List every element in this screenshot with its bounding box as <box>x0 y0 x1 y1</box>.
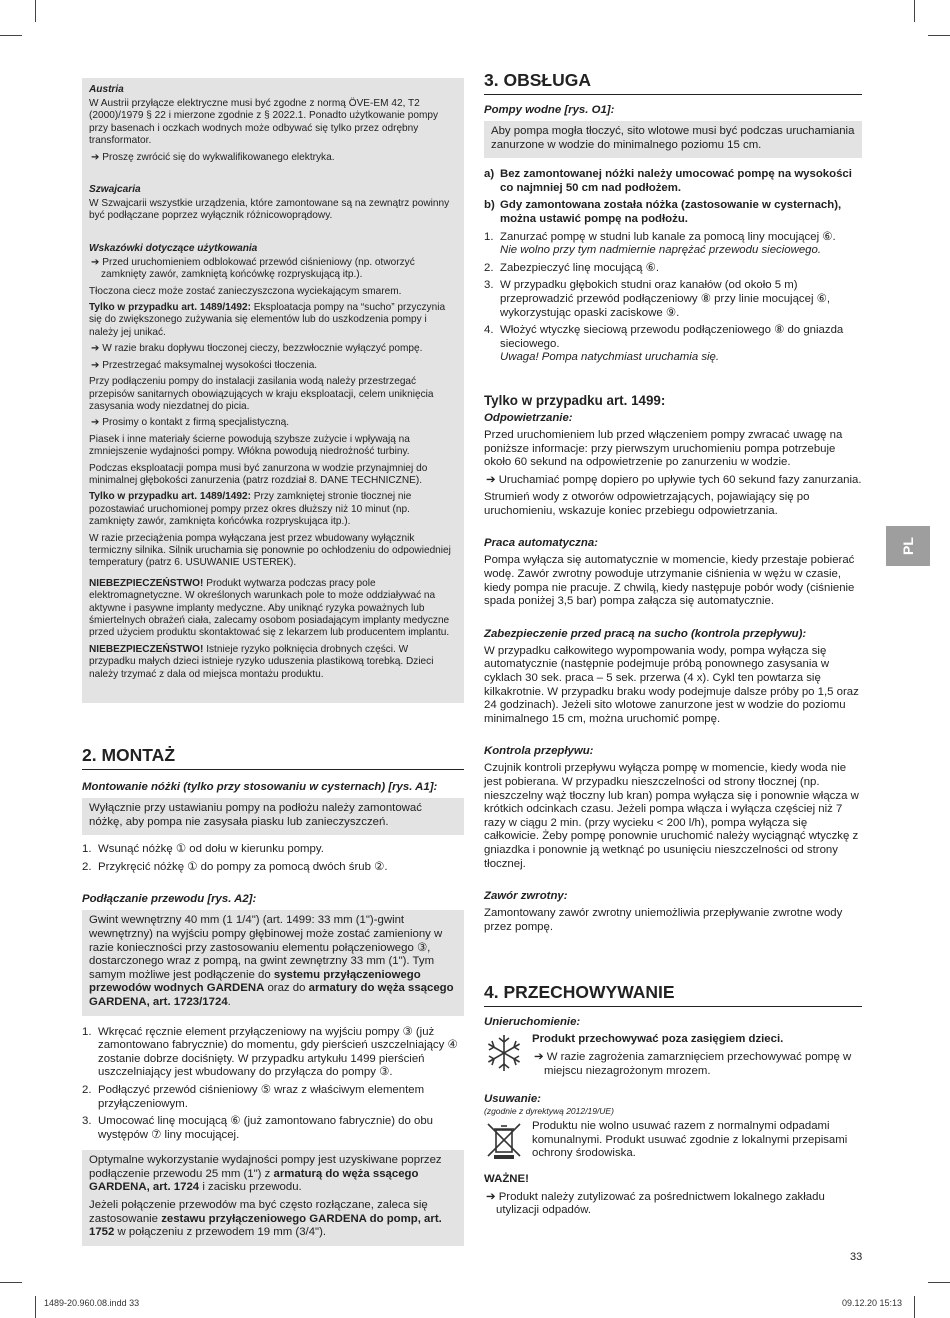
subsection-title: Odpowietrzanie: <box>484 411 573 424</box>
directive-note: (zgodnie z dyrektywą 2012/19/UE) <box>484 1106 614 1117</box>
usage-heading: Wskazówki dotyczące użytkowania <box>89 242 258 254</box>
body-note: ➔ Uruchamiać pompę dopiero po upływie tych 60 sekund fazy zanurzania. <box>486 473 862 486</box>
info-text: Jeżeli połączenie przewodów ma być często rozłączane, zaleca się zastosowanie zestawu przyłączeniowego GARDENA do pomp, art. 1752 w połączeniu z przewodem 19 mm (3/4"). <box>89 1199 442 1239</box>
body-text: Czujnik kontroli przepływu wyłącza pompę w momencie, kiedy woda nie jest pobierana. W przypadku nieszczelności od strony tłocznej (np. nieszczelny wąż tłoczny lub kran) pompa wyłącza się i ponownie włącza w krótkich odcinkach czasu. Jeżeli pompa włącza i wyłącza częściej niż 7 razy w ciągu 2 min. (przy wycieku < 200 l/h), pompa wyłącza się całkowicie. Żeby pompę ponownie uruchomić należy wyciągnąć wtyczkę z gniazdka i ponownie ją wetknąć po usunięciu nieszczelności od strony tłocznej. <box>484 762 859 870</box>
austria-note: ➔ Proszę zwrócić się do wykwalifikowanego elektryka. <box>91 151 335 163</box>
disposal-text: Produktu nie wolno usuwać razem z normalnymi odpadami komunalnymi. Produkt usuwać zgodnie z lokalnymi przepisami ochrony środowiska. <box>532 1120 848 1160</box>
crossed-bin-icon <box>484 1120 524 1160</box>
right-column <box>484 70 862 1222</box>
info-text: Optymalne wykorzystanie wydajności pompy jest uzyskiwane poprzez podłączenie przewodu 25 mm (1") z armaturą do węża ssącego GARDENA, art. 1724 i zacisku przewodu. <box>89 1154 442 1194</box>
section-title-montaz: 2. MONTAŻ <box>82 745 464 770</box>
subsection-title: Zabezpieczenie przed pracą na sucho (kontrola przepływu): <box>484 627 807 640</box>
usage-text: Przy podłączeniu pompy do instalacji zasilania wodą należy przestrzegać przepisów sanitarnych obowiązujących w kraju eksploatacji, celem uniknięcia zasysania wody niezdatnej do picia. <box>89 376 434 412</box>
body-text: Pompa wyłącza się automatycznie w momencie, kiedy przestaje pobierać wodę. Zawór zwrotny powoduje utrzymanie ciśnienia w wężu w czasie, kiedy pompa nie pracuje. Z chwilą, kiedy następuje pobór wody (ciśnienie spada poniżej 3,5 bar) pompa załącza się automatycznie. <box>484 554 855 608</box>
body-text: W przypadku całkowitego wypompowania wody, pompa wyłącza się automatycznie (następnie podejmuje próbą ponownego zasysania w cyklach 30 sek. praca – 5 sek. przerwa (4 x). Cykl ten powtarza się kilkakrotnie. W przypadku braku wody podejmuje dalsze próby po 1,5 oraz 24 godzinach). Jeżeli sito wlotowe zanurzone jest w wodzie do poziomu minimalnego 15 cm, można uruchomić pompę. <box>484 644 859 725</box>
list-item: 2. Przykręcić nóżkę ① do pompy za pomocą dwóch śrub ②. <box>82 860 388 873</box>
disposal-block <box>484 1120 862 1165</box>
subsection-title: Usuwanie: <box>484 1093 541 1106</box>
body-text: Zamontowany zawór zwrotny uniemożliwia przepływanie zwrotne wody przez pompę. <box>484 907 843 933</box>
crop-mark <box>0 35 22 36</box>
usage-text: Tylko w przypadku art. 1489/1492: Eksploatacja pompy na “sucho” przyczynia się do zwiększonego zużywania się elementów lub do uszkodzenia pompy i należy jej unikać. <box>89 302 446 338</box>
danger-text: NIEBEZPIECZEŃSTWO! Produkt wytwarza podczas pracy pole elektromagnetyczne. W określonych warunkach pole to może oddziaływać na aktywne i pasywne implanty medyczne. Aby uniknąć ryzyka poważnych lub śmiertelnych obrażeń ciała, zalecamy osobom posiadającym implanty medyczne przed użyciem produktu skontaktować się z lekarzem lub producentem implantu. <box>89 577 450 639</box>
important-note: ➔ Produkt należy zutylizować za pośrednictwem lokalnego zakładu utylizacji odpadów. <box>486 1190 825 1217</box>
crop-mark <box>914 0 915 22</box>
info-text: Wyłącznie przy ustawianiu pompy na podłożu należy zamontować nóżkę, aby pompa nie zasysała piasku lub zanieczyszczeń. <box>89 802 422 828</box>
subsection-title: Pompy wodne [rys. O1]: <box>484 104 615 116</box>
list-item: 1. Wkręcać ręcznie element przyłączeniowy na wyjściu pompy ③ (już zamontowano fabrycznie) do momentu, gdy pierścień uszczelniający ④ zostanie dobrze dociśnięty. W przypadku artykułu 1499 pierścień uszczelniający jest wbudowany do przyłącza do pompy ③. <box>82 1025 458 1079</box>
danger-text: NIEBEZPIECZEŃSTWO! Istnieje ryzyko połknięcia drobnych części. W przypadku małych dzieci istnieje ryzyko uduszenia plastikową torebką. Dzieci należy trzymać z dala od miejsca montażu produktu. <box>89 643 434 680</box>
section-title-storage: 4. PRZECHOWYWANIE <box>484 982 862 1007</box>
austria-heading: Austria <box>89 84 124 95</box>
body-text: Strumień wody z otworów odpowietrzających, pojawiający się po uruchomieniu, wskazuje koniec przebiegu odpowietrzania. <box>484 491 810 517</box>
safety-notes-box <box>82 78 464 703</box>
section-title-obsluga: 3. OBSŁUGA <box>484 70 862 95</box>
decommission-note: ➔ W razie zagrożenia zamarznięciem przechowywać pompę w miejscu niezagrożonym mrozem. <box>534 1050 852 1077</box>
list-item: b) Gdy zamontowana została nóżka (zastosowanie w cysternach), można ustawić pompę na podłożu. <box>484 199 842 225</box>
subsection-title: Kontrola przepływu: <box>484 745 594 758</box>
list-item: 2. Podłączyć przewód ciśnieniowy ⑤ wraz z właściwym elementem przyłączeniowym. <box>82 1083 425 1110</box>
list-item: 1. Wsunąć nóżkę ① od dołu w kierunku pompy. <box>82 843 324 856</box>
subsection-title: Zawór zwrotny: <box>484 890 568 903</box>
usage-text: Tylko w przypadku art. 1489/1492: Przy zamkniętej stronie tłocznej nie pozostawiać uruchomionej pompy przez okres dłuższy niż 10 minut (np. zamknięty zawór, zamknięta końcówka rozpryskująca itp.). <box>89 491 412 528</box>
crop-mark <box>914 1296 915 1318</box>
crop-mark <box>35 1296 36 1318</box>
footer-date: 09.12.20 15:13 <box>842 1298 903 1308</box>
switzerland-heading: Szwajcaria <box>89 184 141 196</box>
important-heading: WAŻNE! <box>484 1172 529 1185</box>
list-item: 3. W przypadku głębokich studni oraz kanałów (od około 5 m) przeprowadzić przewód podłączeniowy ⑧ przy linie mocującej ⑥, wykorzystując opaski zaciskowe ⑨. <box>484 279 831 319</box>
subsection-title: Unieruchomienie: <box>484 1016 581 1029</box>
usage-text: Podczas eksploatacji pompa musi być zanurzona w wodzie przynajmniej do minimalnej głębokości zanurzenia (patrz rozdział 8. DANE TECHNICZNE). <box>89 462 428 486</box>
snowflake-icon <box>484 1033 524 1073</box>
usage-note: ➔ W razie braku dopływu tłoczonej cieczy, bezzwłocznie wyłączyć pompę. <box>91 343 423 355</box>
list-item: a) Bez zamontowanej nóżki należy umocować pompę na wysokości co najmniej 50 cm nad podłożem. <box>484 168 852 194</box>
subsection-title: Podłączanie przewodu [rys. A2]: <box>82 893 257 906</box>
crop-mark <box>0 1282 22 1283</box>
usage-note: ➔ Prosimy o kontakt z firmą specjalistyczną. <box>91 417 290 429</box>
usage-text: W razie przeciążenia pompa wyłączana jest przez wbudowany wyłącznik termiczny silnika. Silnik uruchamia się ponownie po ochłodzeniu do odpowiedniej temperatury (patrz 6. USUWANIE USTEREK). <box>89 532 451 569</box>
crop-mark <box>928 1282 950 1283</box>
info-box <box>484 121 862 158</box>
subsection-title: Montowanie nóżki (tylko przy stosowaniu w cysternach) [rys. A1]: <box>82 781 438 793</box>
info-text: Gwint wewnętrzny 40 mm (1 1/4") (art. 1499: 33 mm (1")-gwint wewnętrzny) na wyjściu pompy głębinowej może zostać zamieniony w razie konieczności przy zastosowaniu elementu połączeniowego ③, dostarczonego wraz z pompą, na gwint zewnętrzny 33 mm (1"). Tym samym możliwe jest podłączenie do systemu przyłączeniowego przewodów wodnych GARDENA oraz do armatury do węża ssącego GARDENA, art. 1723/1724. <box>89 914 454 1008</box>
footer-file-name: 1489-20.960.08.indd 33 <box>44 1298 140 1308</box>
info-box <box>82 798 464 835</box>
info-box <box>82 910 464 1015</box>
section-title-1499: Tylko w przypadku art. 1499: <box>484 392 666 408</box>
list-item: 1. Zanurzać pompę w studni lub kanale za pomocą liny mocującej ⑥. Nie wolno przy tym nadmiernie naprężać przewodu sieciowego. <box>484 230 836 257</box>
switzerland-text: W Szwajcarii wszystkie urządzenia, które zamontowane są na zewnątrz powinny być podłączane poprzez wyłącznik różnicowoprądowy. <box>89 198 450 222</box>
info-box <box>82 1150 464 1246</box>
left-column <box>82 78 464 1246</box>
decommission-warning: Produkt przechowywać poza zasięgiem dzieci. <box>532 1033 784 1046</box>
crop-mark <box>928 35 950 36</box>
page-number: 33 <box>850 1251 863 1263</box>
crop-mark <box>35 0 36 22</box>
decommission-block <box>484 1033 862 1082</box>
language-tab: PL <box>886 526 930 566</box>
subsection-title: Praca automatyczna: <box>484 537 598 550</box>
usage-text: Tłoczona ciecz może zostać zanieczyszczona wyciekającym smarem. <box>89 285 402 297</box>
usage-text: ➔ Przed uruchomieniem odblokować przewód ciśnieniowy (np. otworzyć zamknięty zawór, zamkniętą końcówkę rozpryskującą itp.). <box>91 256 415 281</box>
list-item: 3. Umocować linę mocującą ⑥ (już zamontowano fabrycznie) do obu występów ⑦ liny mocującej. <box>82 1115 434 1141</box>
usage-note: ➔ Przestrzegać maksymalnej wysokości tłoczenia. <box>91 359 318 371</box>
body-text: Przed uruchomieniem lub przed włączeniem pompy zwracać uwagę na poniższe informacje: przy pierwszym uruchomieniu pompa potrzebuje około 60 sekund na odpowietrzenie po zanurzeniu w wodzie. <box>484 428 843 469</box>
usage-text: Piasek i inne materiały ścierne powodują szybsze zużycie i wpływają na zmniejszenie wydajności pompy. Włókna powodują niedrożność turbiny. <box>89 433 410 458</box>
list-item: 2. Zabezpieczyć linę mocującą ⑥. <box>484 261 659 274</box>
list-item: 4. Włożyć wtyczkę sieciową przewodu podłączeniowego ⑧ do gniazda sieciowego. Uwaga! Pompa natychmiast uruchamia się. <box>484 324 844 364</box>
info-text: Aby pompa mogła tłoczyć, sito wlotowe musi być podczas uruchamiania zanurzone w wodzie do minimalnego poziomu 15 cm. <box>491 125 855 151</box>
austria-text: W Austrii przyłącze elektryczne musi być zgodne z normą ÖVE-EM 42, T2 (2000)/1979 § 22 i mierzone zgodnie z § 2022.1. Ponadto użytkowanie pompy przy basenach i oczkach wodnych może odbywać się tylko przez odrębny transformator. <box>89 98 439 147</box>
